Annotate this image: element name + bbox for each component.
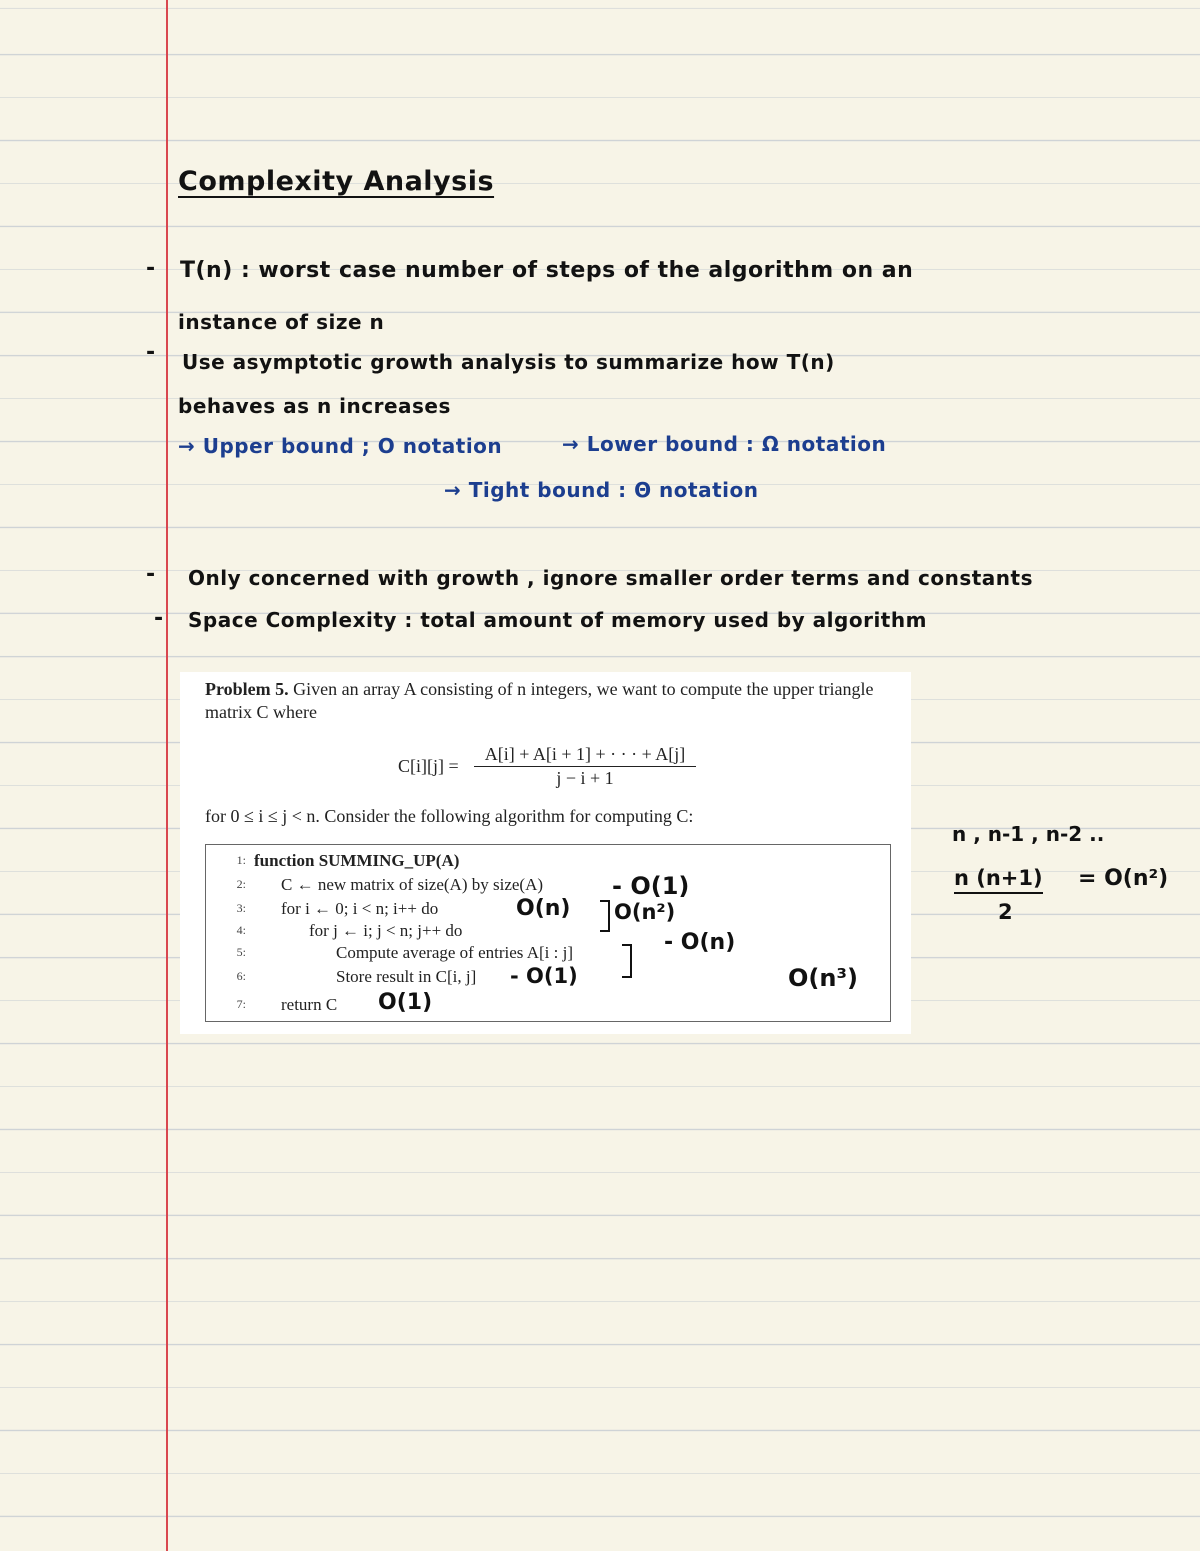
- formula-lhs: C[i][j] =: [398, 756, 459, 776]
- algorithm-line: Store result in C[i, j]: [336, 967, 477, 986]
- side-result: = O(n²): [1078, 866, 1169, 891]
- line-number: 7:: [236, 997, 246, 1011]
- bracket-loops: [600, 900, 610, 932]
- annotation-total: O(n³): [788, 964, 858, 992]
- tight-bound-note: → Tight bound : Θ notation: [444, 478, 759, 502]
- annotation-nested-loops: O(n²): [614, 900, 676, 924]
- side-fraction-numerator: n (n+1): [954, 866, 1043, 894]
- line-number: 2:: [236, 877, 246, 891]
- upper-bound-note: → Upper bound ; O notation: [178, 434, 503, 458]
- bullet-space-complexity: Space Complexity : total amount of memory used by algorithm: [188, 608, 927, 632]
- problem-intro: [205, 678, 895, 724]
- bullet-tn-line2: instance of size n: [178, 310, 385, 334]
- problem-condition: for 0 ≤ i ≤ j < n. Consider the following algorithm for computing C:: [205, 806, 694, 826]
- bullet-asymptotic-line2: behaves as n increases: [178, 394, 451, 418]
- line-number: 4:: [236, 923, 246, 937]
- problem-text: Given an array A consisting of n integers, we want to compute the upper triangle matrix C where: [205, 679, 874, 722]
- side-fraction-denominator: 2: [998, 900, 1013, 924]
- formula-fraction: [474, 744, 696, 789]
- formula-numerator: A[i] + A[i + 1] + · · · + A[j]: [474, 744, 696, 767]
- bullet-dash: -: [146, 562, 156, 587]
- annotation-store: - O(1): [510, 964, 578, 988]
- annotation-compute: - O(n): [664, 930, 736, 955]
- bullet-tn-line1: T(n) : worst case number of steps of the algorithm on an: [180, 258, 914, 283]
- annotation-outer-loop: O(n): [516, 896, 571, 921]
- algorithm-line: function SUMMING_UP(A): [254, 851, 460, 870]
- notes-title: Complexity Analysis: [178, 166, 495, 197]
- bullet-asymptotic-line1: Use asymptotic growth analysis to summarize how T(n): [182, 350, 835, 374]
- margin-line: [166, 0, 168, 1551]
- bullet-dash: -: [146, 256, 156, 281]
- problem-heading: Problem 5.: [205, 679, 289, 699]
- algorithm-box: [205, 844, 891, 1022]
- line-number: 1:: [236, 853, 246, 867]
- algorithm-line: C ← new matrix of size(A) by size(A): [281, 875, 544, 894]
- algorithm-line: Compute average of entries A[i : j]: [336, 943, 573, 962]
- side-sequence: n , n-1 , n-2 ..: [952, 822, 1105, 846]
- bracket-body: [622, 944, 632, 978]
- algorithm-line: return C: [281, 995, 338, 1014]
- algorithm-line: for i ← 0; i < n; i++ do: [281, 899, 439, 918]
- lower-bound-note: → Lower bound : Ω notation: [562, 432, 887, 456]
- bullet-growth: Only concerned with growth , ignore smaller order terms and constants: [188, 566, 1034, 590]
- annotation-return: O(1): [378, 990, 433, 1015]
- bullet-dash: -: [154, 606, 164, 631]
- line-number: 5:: [236, 945, 246, 959]
- bullet-dash: -: [146, 340, 156, 365]
- line-number: 6:: [236, 969, 246, 983]
- algorithm-line: for j ← i; j < n; j++ do: [309, 921, 463, 940]
- line-number: 3:: [236, 901, 246, 915]
- annotation-line2: - O(1): [612, 872, 690, 900]
- formula-denominator: j − i + 1: [556, 768, 614, 788]
